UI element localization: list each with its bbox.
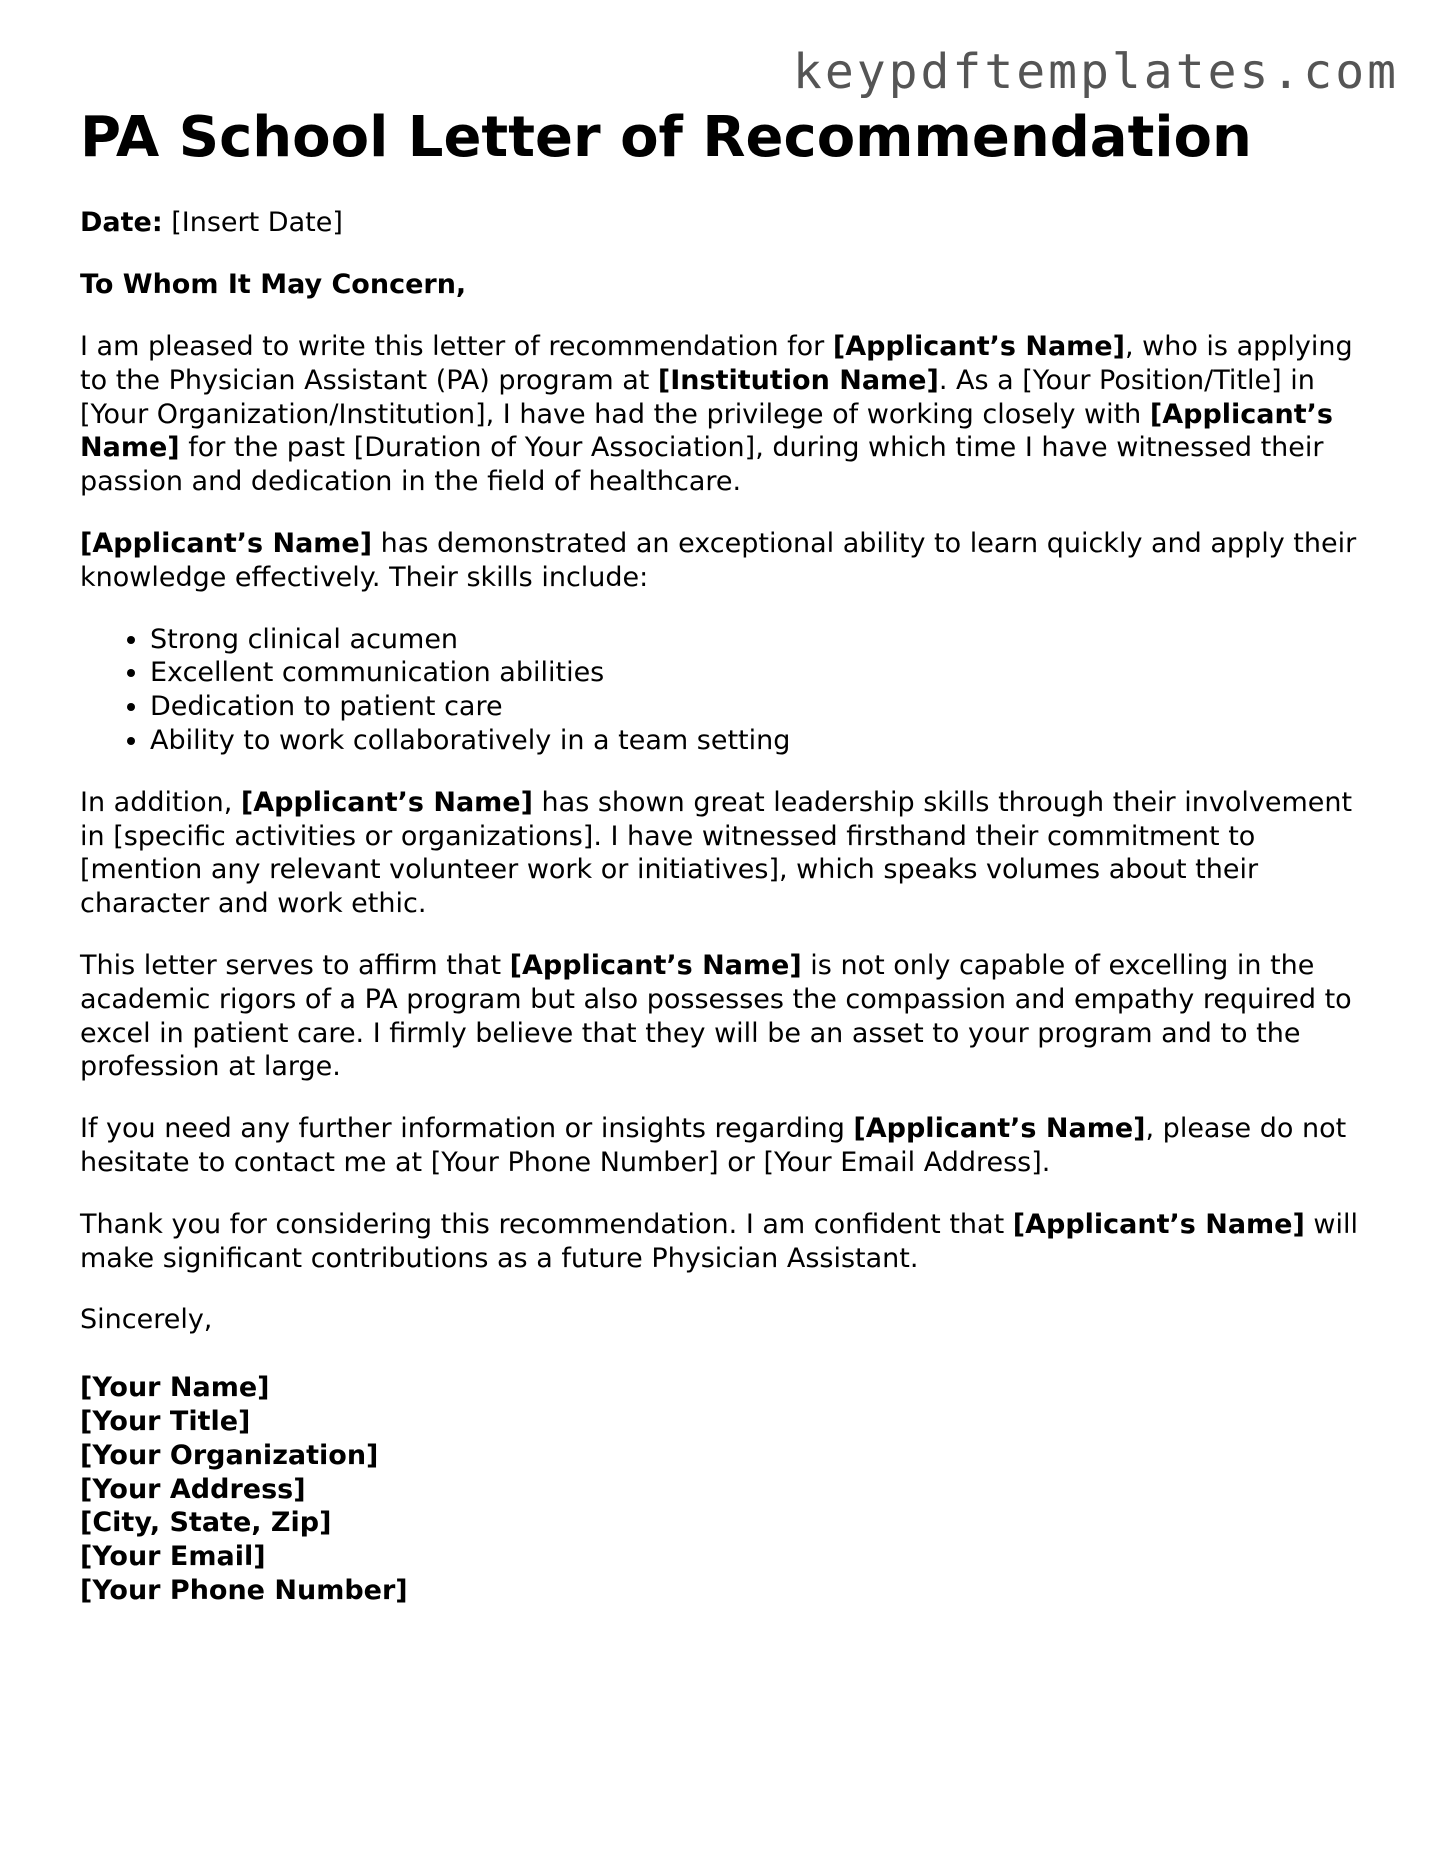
text-span: Thank you for considering this recommendation. I am confident that <box>80 1208 1013 1240</box>
signature-block <box>80 1371 1370 1608</box>
paragraph-thanks <box>80 1208 1370 1276</box>
salutation: To Whom It May Concern, <box>80 269 467 300</box>
page-title: PA School Letter of Recommendation <box>80 105 1252 170</box>
date-value: [Insert Date] <box>171 207 343 238</box>
date-label: Date: <box>80 207 163 238</box>
signature-city-state-zip: [City, State, Zip] <box>80 1507 332 1539</box>
applicant-name-placeholder: [Applicant’s Name] <box>509 949 802 981</box>
text-span: If you need any further information or insights regarding <box>80 1113 854 1145</box>
list-item: • Dedication to patient care <box>150 690 1370 724</box>
text-span: . As a [Your Position/Title] in [Your Organization/Institution], I have had the privilege of working closely with <box>80 364 1315 430</box>
text-span: will make significant contributions as a future Physician Assistant. <box>80 1208 1359 1274</box>
applicant-name-placeholder: [Applicant’s Name] <box>80 398 1333 464</box>
list-item: • Excellent communication abilities <box>150 656 1370 690</box>
date-line <box>80 206 343 240</box>
closing: Sincerely, <box>80 1304 213 1336</box>
text-span: I am pleased to write this letter of recommendation for <box>80 331 833 362</box>
text-span: has demonstrated an exceptional ability to learn quickly and apply their knowledge effectively. Their skills include: <box>80 527 1357 593</box>
paragraph-affirmation <box>80 949 1370 1084</box>
list-item: • Ability to work collaboratively in a team setting <box>150 724 1370 758</box>
text-span: , please do not hesitate to contact me at [Your Phone Number] or [Your Email Address]. <box>80 1113 1347 1178</box>
applicant-name-placeholder: [Applicant’s Name] <box>80 527 373 559</box>
signature-address: [Your Address] <box>80 1473 306 1505</box>
applicant-name-placeholder: [Applicant’s Name] <box>832 331 1125 362</box>
text-span: is not only capable of excelling in the academic rigors of a PA program but also possesses the compassion and empathy required to excel in patient care. I firmly believe that they will be an asset to your program and to the profession at large. <box>80 949 1352 1083</box>
text-span: In addition, <box>80 786 241 818</box>
paragraph-intro <box>80 330 1370 499</box>
list-item: • Strong clinical acumen <box>150 623 1370 657</box>
applicant-name-placeholder: [Applicant’s Name] <box>1012 1208 1305 1240</box>
signature-title: [Your Title] <box>80 1405 251 1437</box>
text-span: for the past [Duration of Your Association], during which time I have witnessed their passion and dedication in the field of healthcare. <box>80 432 1324 498</box>
letter-page <box>80 96 1370 1606</box>
skills-list <box>80 623 1370 758</box>
text-span: , who is applying to the Physician Assistant (PA) program at <box>80 331 1353 396</box>
paragraph-contact <box>80 1112 1370 1180</box>
signature-organization: [Your Organization] <box>80 1439 379 1471</box>
applicant-name-placeholder: [Applicant’s Name] <box>240 786 533 818</box>
letter-body <box>80 330 1370 1608</box>
signature-email: [Your Email] <box>80 1541 266 1573</box>
watermark-text: keypdftemplates.com <box>792 44 1399 100</box>
signature-name: [Your Name] <box>80 1372 270 1404</box>
applicant-name-placeholder: [Applicant’s Name] <box>853 1113 1146 1145</box>
paragraph-leadership <box>80 786 1370 921</box>
text-span: has shown great leadership skills through their involvement in [specific activities or organizations]. I have witnessed firsthand their commitment to [mention any relevant volunteer work or initiatives], which speaks volumes about their character and work ethic. <box>80 786 1353 920</box>
text-span: This letter serves to affirm that <box>80 949 510 981</box>
institution-name-placeholder: [Institution Name] <box>657 364 939 396</box>
signature-phone: [Your Phone Number] <box>80 1574 408 1606</box>
paragraph-skills-intro <box>80 527 1370 595</box>
